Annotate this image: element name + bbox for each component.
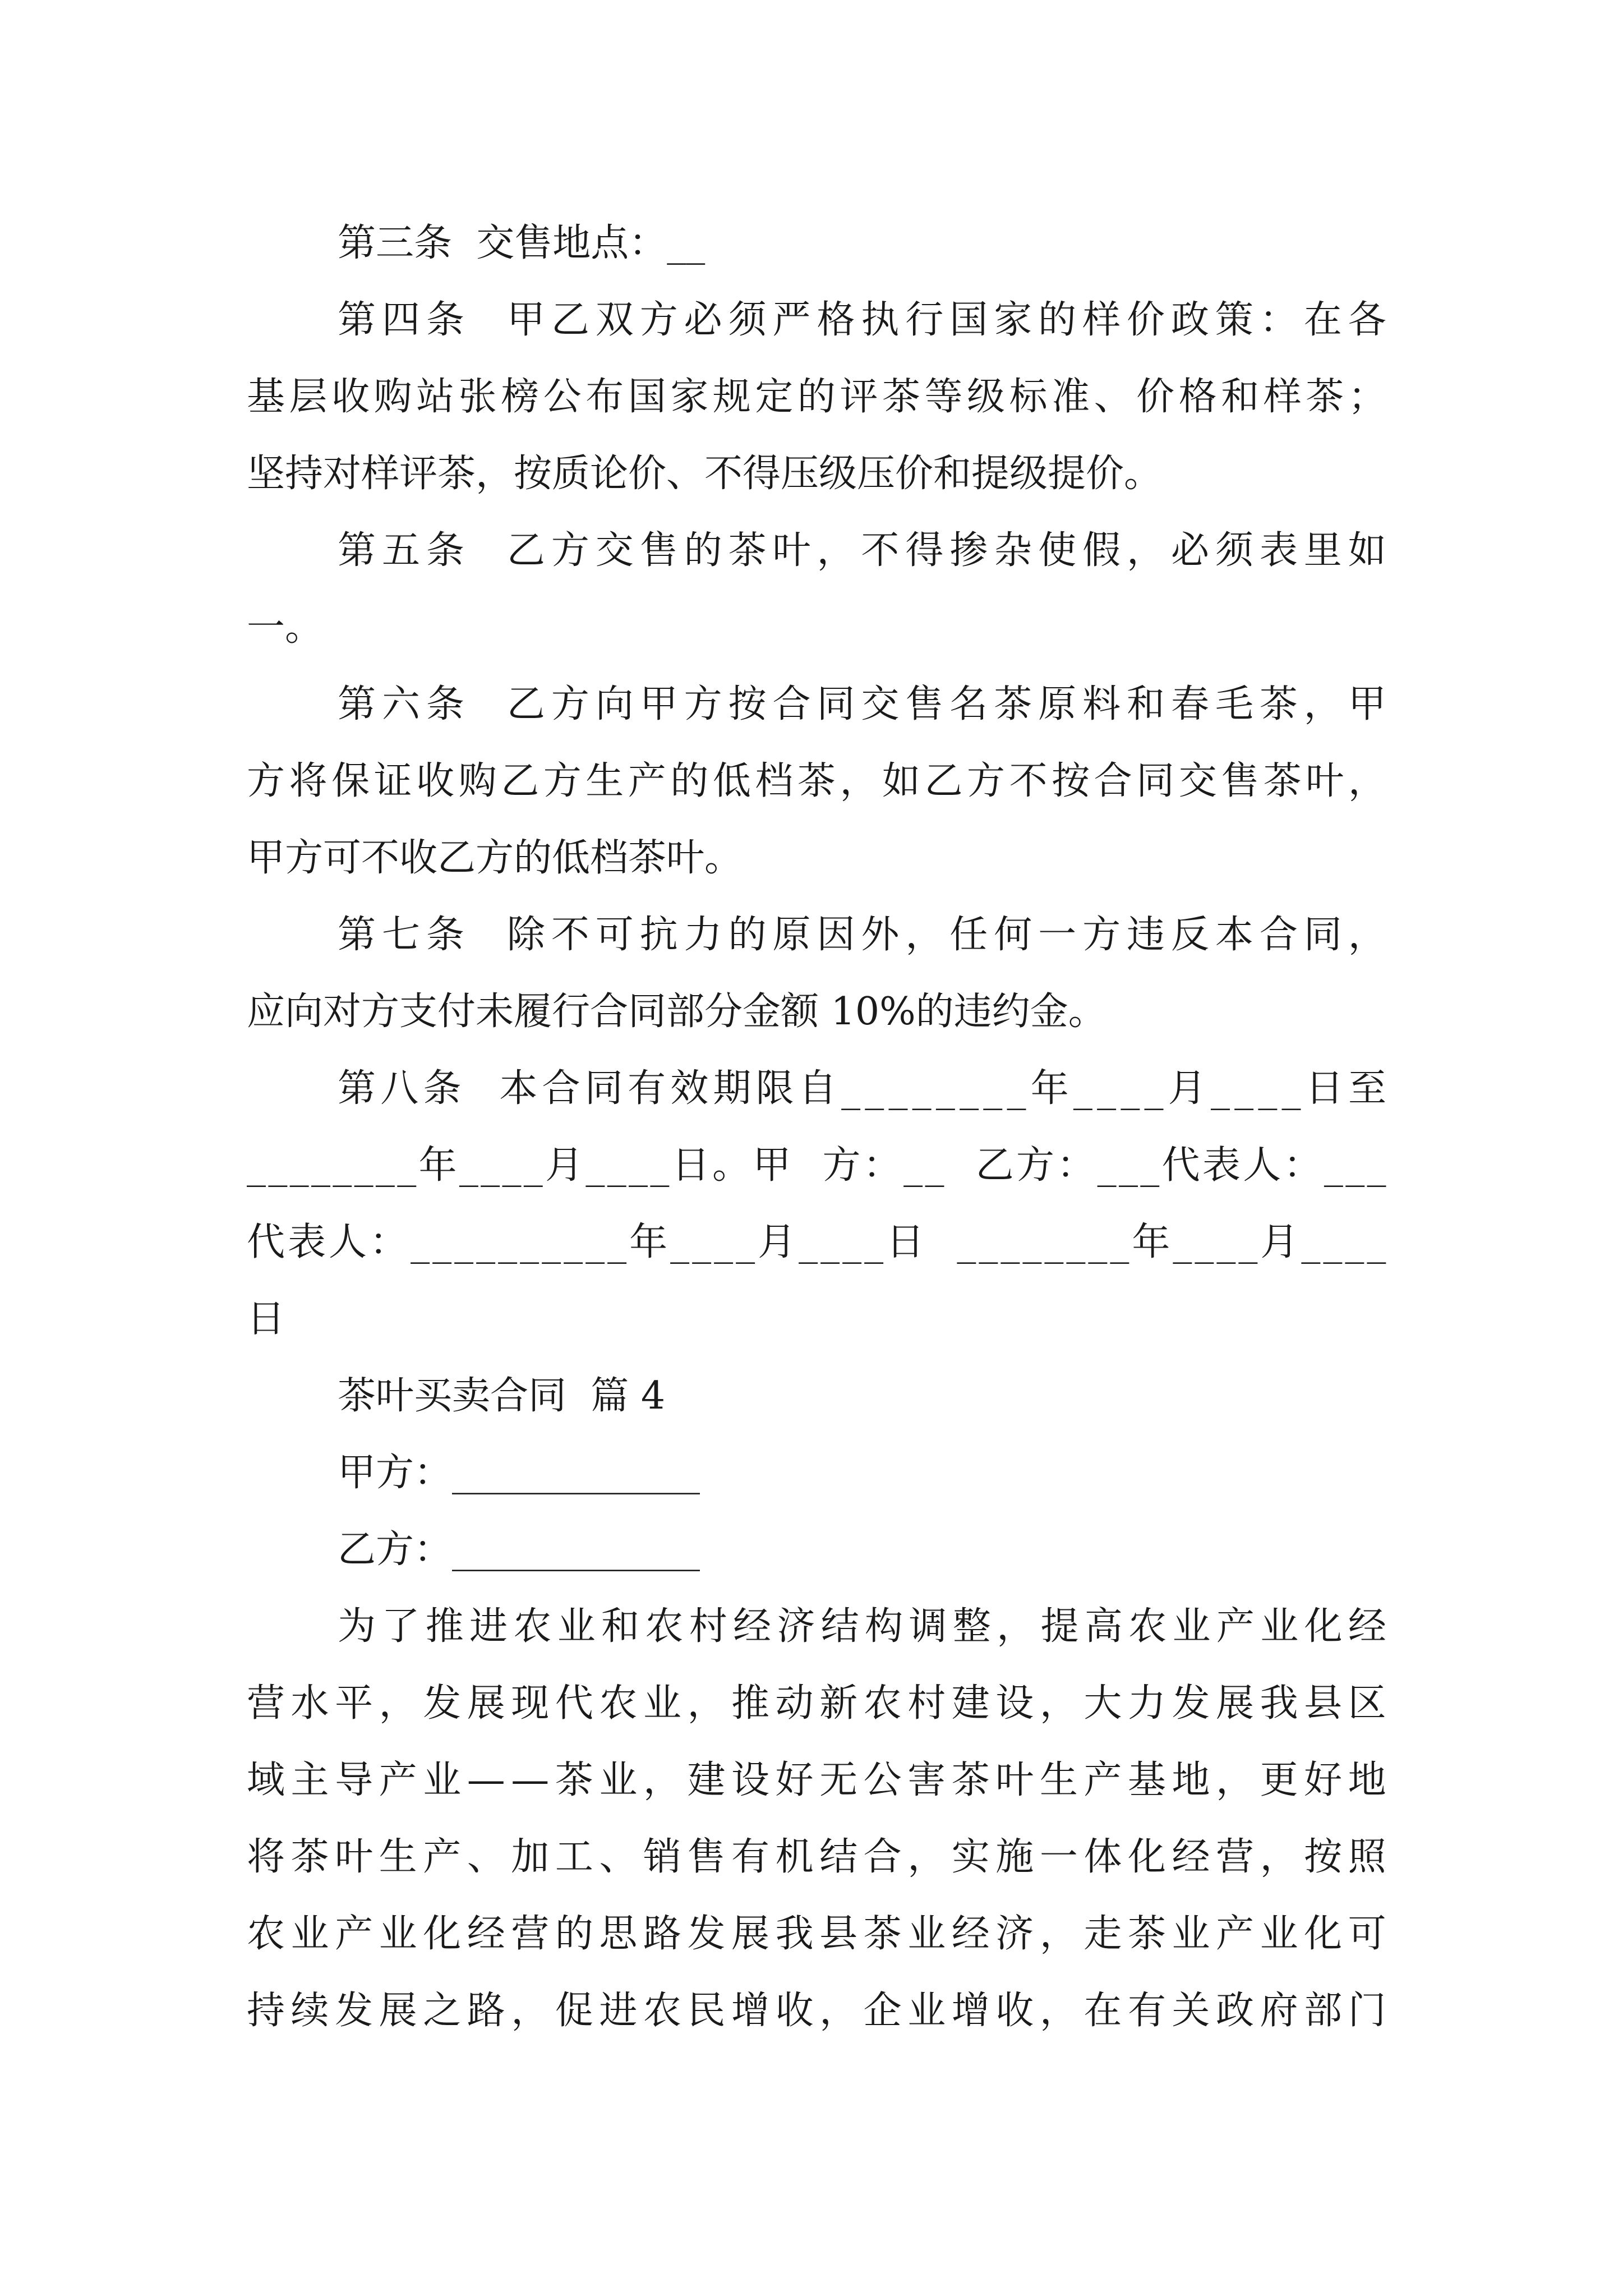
text-line: 甲方可不收乙方的低档茶叶。: [247, 836, 743, 880]
text-line: 为 了 推 进 农 业 和 农 村 经 济 结 构 调 整 ， 提 高 农 业 产 业 化 经: [338, 1604, 1386, 1649]
text-line: 第 五 条 乙 方 交 售 的 茶 叶 ， 不 得 掺 杂 使 假 ， 必 须 表 里 如: [338, 528, 1386, 573]
text-line: _ _ _ _ _ _ _ _ 年 _ _ _ _ 月 _ _ _ _ 日 。 甲 方 ： _ _ 乙 方 ： _ _ _ 代 表 人 ： _ _ _: [247, 1143, 1386, 1188]
text-line: 日: [247, 1297, 285, 1341]
text-line: 一。: [247, 605, 324, 650]
text-line: 第 八 条 本 合 同 有 效 期 限 自 _ _ _ _ _ _ _ _ 年 _ _ _ _ 月 _ _ _ _ 日 至: [338, 1066, 1386, 1111]
section-heading: 茶叶买卖合同 篇 4: [338, 1374, 666, 1418]
text-line: 将 茶 叶 生 产 、 加 工 、 销 售 有 机 结 合 ， 实 施 一 体 化 经 营 ， 按 照: [247, 1835, 1386, 1879]
text-line: 第 四 条 甲 乙 双 方 必 须 严 格 执 行 国 家 的 样 价 政 策 ： 在 各: [338, 298, 1386, 342]
text-line: 域 主 导 产 业 — — 茶 业 ， 建 设 好 无 公 害 茶 叶 生 产 基 地 ， 更 好 地: [247, 1758, 1386, 1802]
text-line: 持 续 发 展 之 路 ， 促 进 农 民 增 收 ， 企 业 增 收 ， 在 有 关 政 府 部 门: [247, 1989, 1386, 2033]
party-a-field: 甲方：_____________: [338, 1451, 700, 1495]
text-line: 代 表 人 ： _ _ _ _ _ _ _ _ _ _ 年 _ _ _ _ 月 _ _ _ _ 日 _ _ _ _ _ _ _ _ 年 _ _ _ _ 月 _ _ _ _: [247, 1220, 1386, 1264]
text-line: 基 层 收 购 站 张 榜 公 布 国 家 规 定 的 评 茶 等 级 标 准 、 价 格 和 样 茶 ；: [247, 375, 1386, 419]
text-line: 第 六 条 乙 方 向 甲 方 按 合 同 交 售 名 茶 原 料 和 春 毛 茶 ， 甲: [338, 682, 1386, 726]
text-line: 第三条 交售地点：__: [338, 221, 706, 265]
text-line: 坚持对样评茶，按质论价、不得压级压价和提级提价。: [247, 452, 1163, 496]
text-line: 农 业 产 业 化 经 营 的 思 路 发 展 我 县 茶 业 经 济 ， 走 茶 业 产 业 化 可: [247, 1912, 1386, 1956]
text-line: 第 七 条 除 不 可 抗 力 的 原 因 外 ， 任 何 一 方 违 反 本 合 同 ，: [338, 913, 1386, 957]
text-line: 营 水 平 ， 发 展 现 代 农 业 ， 推 动 新 农 村 建 设 ， 大 力 发 展 我 县 区: [247, 1681, 1386, 1726]
party-b-field: 乙方：_____________: [338, 1527, 700, 1572]
text-line: 应向对方支付未履行合同部分金额 10%的违约金。: [247, 990, 1106, 1034]
text-line: 方 将 保 证 收 购 乙 方 生 产 的 低 档 茶 ， 如 乙 方 不 按 合 同 交 售 茶 叶 ，: [247, 759, 1386, 803]
